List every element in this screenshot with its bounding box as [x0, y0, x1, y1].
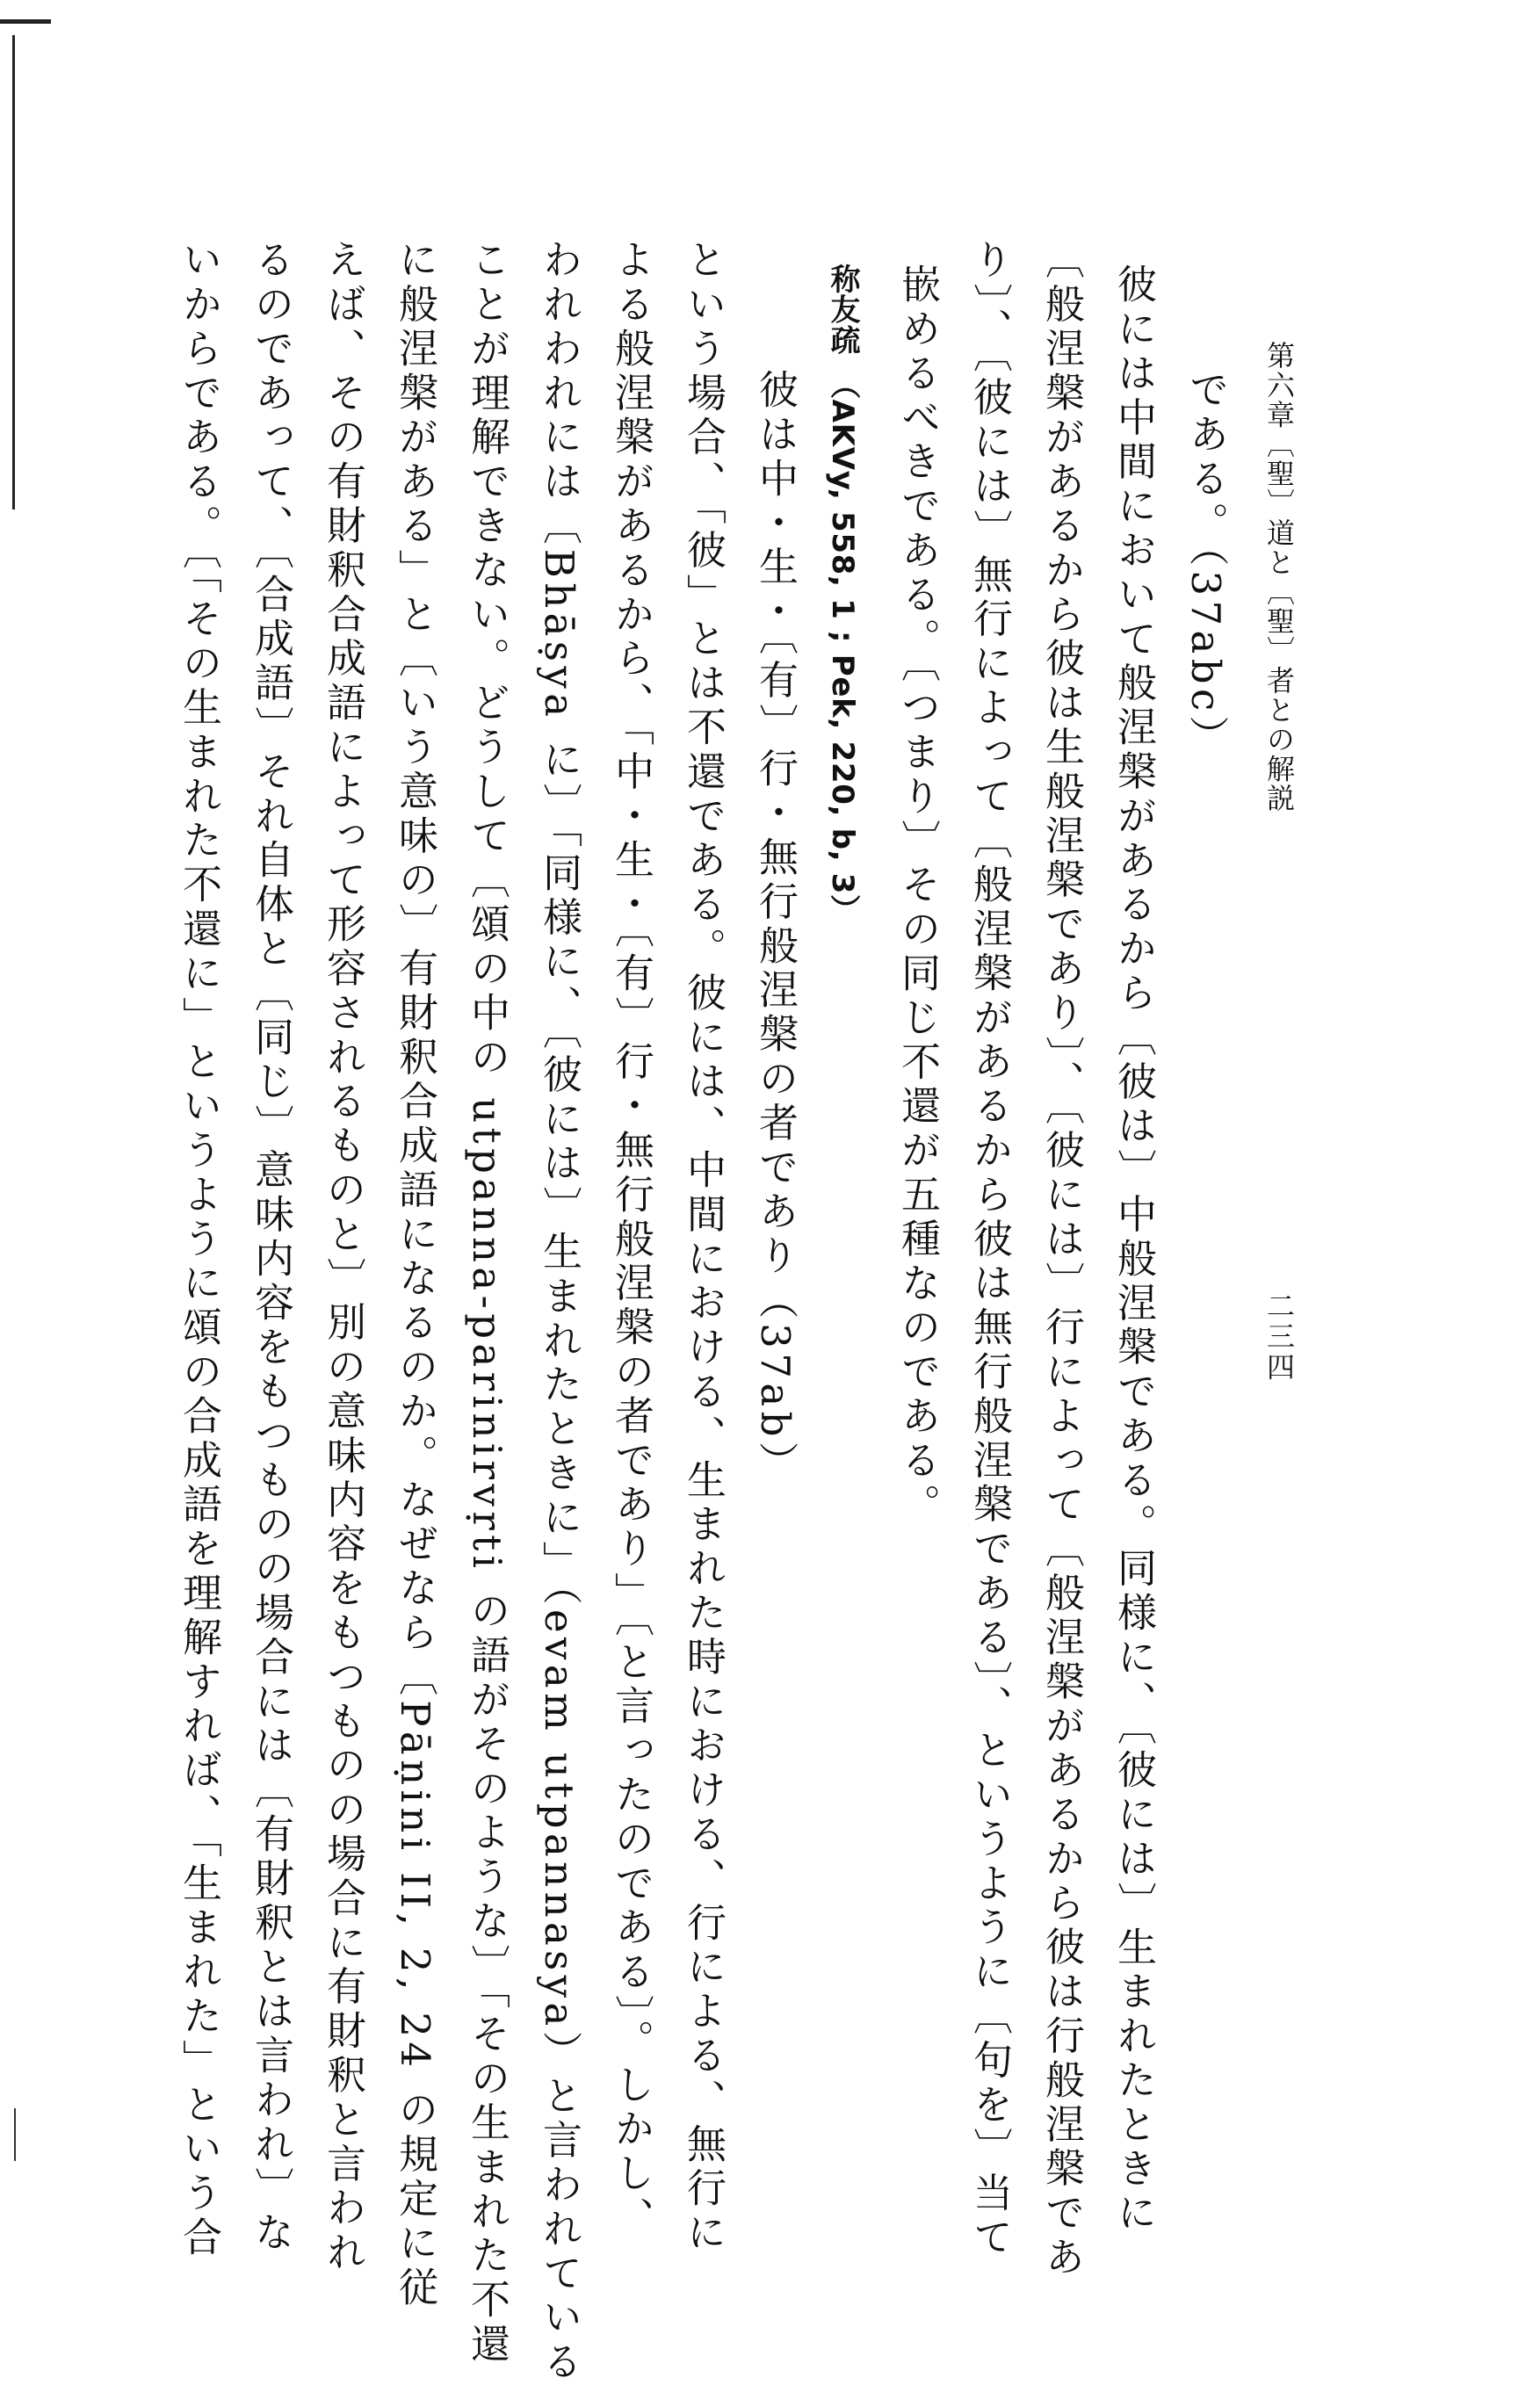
verse-quote: 彼は中・生・〔有〕行・無行般涅槃の者であり（37ab）	[752, 369, 799, 1486]
scan-edge-line	[12, 35, 15, 510]
text-line: 〔般涅槃があるから彼は生般涅槃であり〕、〔彼には〕行によって〔般涅槃があるから彼は行般涅槃であ	[1038, 239, 1085, 2280]
text-line: えば、その有財釈合成語によって形容されるものと〕別の意味内容をもつものの場合に有財釈と言われ	[320, 239, 366, 2276]
commentary-reference: （AKVy, 558, 1 ; Pek, 220, b, 3）	[825, 369, 860, 925]
scan-mark	[0, 19, 51, 24]
text-line: 嵌めるべきである。〔つまり〕その同じ不還が五種なのである。	[894, 264, 941, 1529]
text-line: り〕、〔彼には〕無行によって〔般涅槃があるから彼は無行般涅槃である〕、というように〔句を〕当て	[966, 239, 1013, 2261]
text-line: るのであって、〔合成語〕それ自体と〔同じ〕意味内容をもつものの場合には〔有財釈とは言われ〕な	[248, 239, 294, 2256]
text-line: いからである。〔「その生まれた不還に」というように頌の合成語を理解すれば、「生まれた」という合	[176, 239, 222, 2261]
text-line: 彼には中間において般涅槃があるから〔彼は〕中般涅槃である。同様に、〔彼には〕生まれたときに	[1110, 264, 1157, 2237]
page-number: 二三四	[1262, 1291, 1296, 1383]
text-line: ことが理解できない。どうして〔頌の中の utpanna-parinirvṛti の語がそのような〕「その生まれた不還	[464, 239, 510, 2367]
text-line: である。（37abc）	[1182, 369, 1229, 760]
running-head: 第六章〔聖〕道と〔聖〕者との解説	[1262, 341, 1296, 813]
commentary-label: 称友疏	[825, 264, 860, 356]
text-line: に般涅槃がある」と〔いう意味の〕有財釈合成語になるのか。なぜなら〔Pāṇini II, 2, 24 の規定に従	[392, 239, 438, 2311]
text-line: よる般涅槃があるから、「中・生・〔有〕行・無行般涅槃の者であり」〔と言ったのである〕。しかし、	[608, 239, 654, 2241]
text-line: という場合、「彼」とは不還である。彼には、中間における、生まれた時における、行による、無行に	[680, 239, 727, 2256]
text-line: われわれには〔Bhāṣya に〕「同様に、〔彼には〕生まれたときに」（evam utpannasya）と言われている	[536, 239, 582, 2385]
scan-edge-line-bottom	[14, 2108, 16, 2161]
